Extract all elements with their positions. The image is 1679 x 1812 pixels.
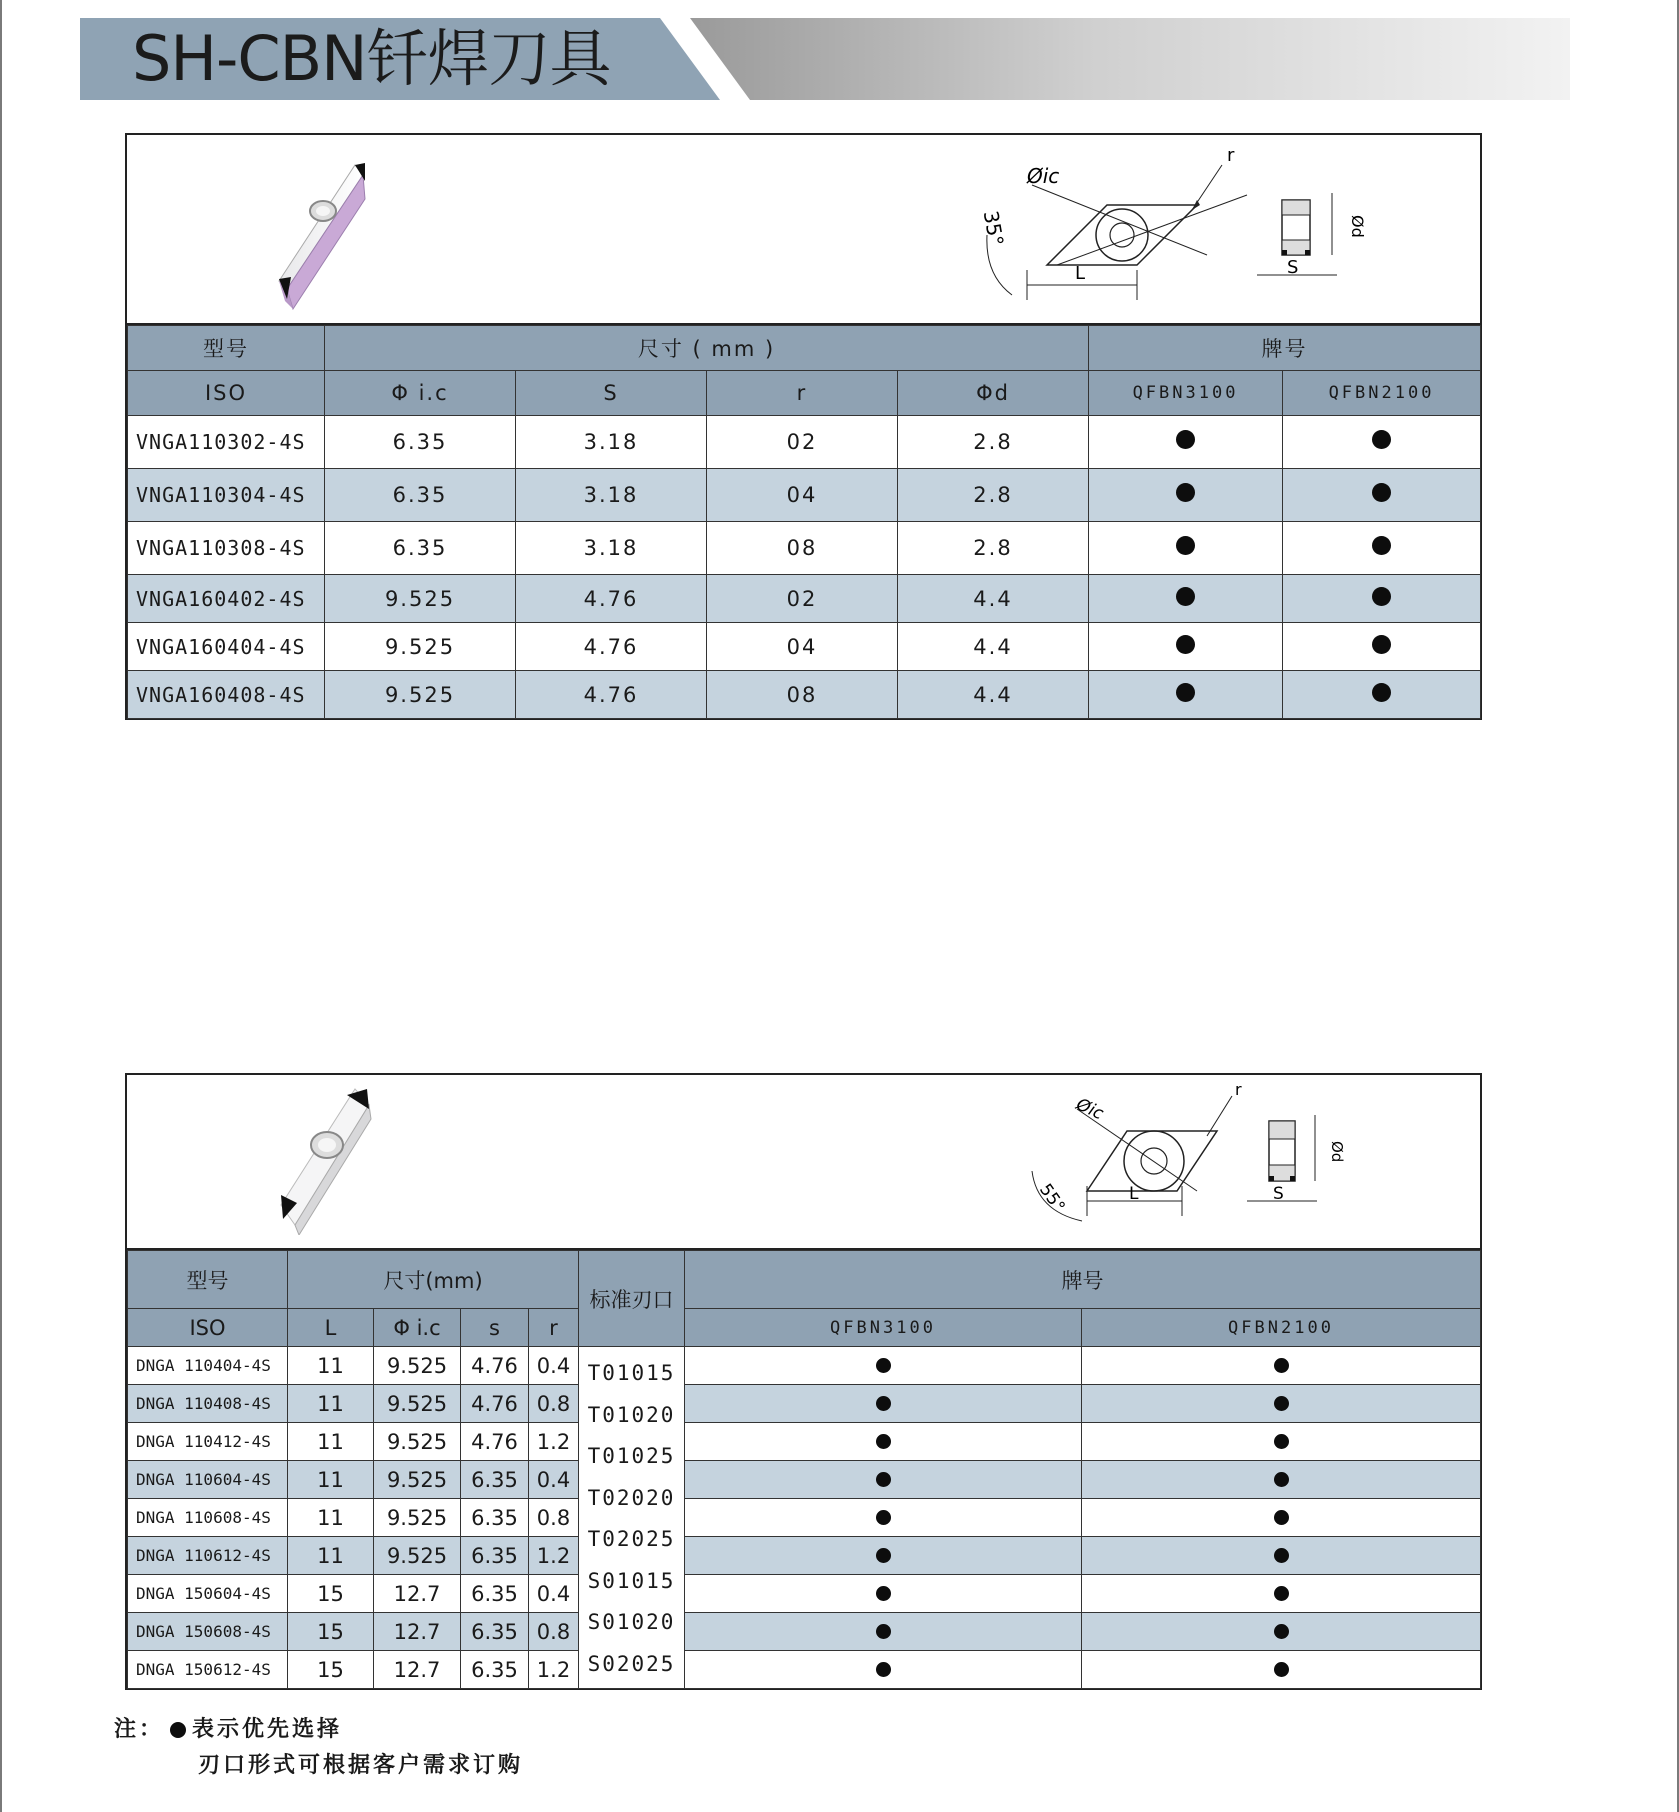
t2-cell-r: 0.4 [529, 1575, 579, 1613]
dnga-insert-icon [257, 1085, 397, 1235]
dnga-dimension-diagram [997, 1081, 1357, 1241]
bullet-icon [876, 1434, 891, 1449]
t2-cell-ic: 9.525 [374, 1385, 461, 1423]
t1-cell-grade1 [1089, 623, 1283, 671]
diagram1-ic-label: Øic [1027, 164, 1060, 188]
t2-cell-ic: 12.7 [374, 1613, 461, 1651]
t1-cell-d: 4.4 [898, 671, 1089, 719]
page-title: SH-CBN钎焊刀具 [132, 22, 611, 95]
t1-cell-s: 3.18 [516, 469, 707, 522]
t2-header-grade1: QFBN3100 [685, 1309, 1082, 1347]
table-row [128, 1347, 1481, 1385]
t2-cell-r: 1.2 [529, 1423, 579, 1461]
bullet-icon [1176, 430, 1195, 449]
table-row [128, 1385, 1481, 1423]
t2-cell-iso: DNGA 150604-4S [128, 1575, 288, 1613]
diagram2-s-label: S [1273, 1184, 1284, 1204]
t2-cell-iso: DNGA 110604-4S [128, 1461, 288, 1499]
t2-header-dims: 尺寸(mm) [288, 1251, 579, 1309]
bullet-icon [1274, 1510, 1289, 1525]
t2-edge-column [579, 1347, 685, 1689]
bullet-icon [1176, 587, 1195, 606]
t1-cell-d: 2.8 [898, 469, 1089, 522]
t1-cell-r: 04 [707, 623, 898, 671]
t2-cell-ic: 12.7 [374, 1651, 461, 1689]
t1-cell-s: 4.76 [516, 623, 707, 671]
t1-cell-r: 02 [707, 575, 898, 623]
t1-cell-s: 4.76 [516, 575, 707, 623]
bullet-icon [876, 1586, 891, 1601]
t1-header-d: Φd [898, 371, 1089, 416]
t2-header-l: L [288, 1309, 374, 1347]
left-frame-line [0, 0, 2, 1812]
t1-cell-d: 2.8 [898, 416, 1089, 469]
edge-item: S01020 [587, 1610, 676, 1634]
edge-item: T01025 [587, 1444, 676, 1468]
t2-cell-s: 6.35 [461, 1613, 529, 1651]
t1-cell-ic: 6.35 [325, 469, 516, 522]
t2-cell-l: 11 [288, 1537, 374, 1575]
t2-cell-r: 0.8 [529, 1499, 579, 1537]
t2-cell-grade1 [685, 1423, 1082, 1461]
t1-cell-ic: 9.525 [325, 575, 516, 623]
diagram2-angle-label: 55° [1035, 1180, 1069, 1217]
t2-cell-l: 11 [288, 1461, 374, 1499]
t1-header-ic: Φ i.c [325, 371, 516, 416]
t1-cell-grade1 [1089, 469, 1283, 522]
table-row [128, 1499, 1481, 1537]
table-row [128, 416, 1481, 469]
t1-cell-iso: VNGA160402-4S [128, 575, 325, 623]
t2-cell-grade1 [685, 1651, 1082, 1689]
t1-header-s: S [516, 371, 707, 416]
t1-cell-grade2 [1283, 671, 1481, 719]
t2-cell-s: 6.35 [461, 1651, 529, 1689]
t2-cell-grade1 [685, 1575, 1082, 1613]
bullet-icon [1176, 536, 1195, 555]
t2-cell-grade1 [685, 1347, 1082, 1385]
t1-header-r: r [707, 371, 898, 416]
footnote-text2: 刃口形式可根据客户需求订购 [198, 1753, 524, 1778]
t2-header-model: 型号 [128, 1251, 288, 1309]
t1-cell-grade1 [1089, 671, 1283, 719]
t2-cell-l: 15 [288, 1575, 374, 1613]
bullet-icon [170, 1722, 186, 1738]
t1-cell-grade1 [1089, 416, 1283, 469]
vnga-table [127, 325, 1481, 719]
bullet-icon [876, 1662, 891, 1677]
table-row [128, 1537, 1481, 1575]
t2-cell-grade1 [685, 1385, 1082, 1423]
t2-cell-r: 0.8 [529, 1385, 579, 1423]
diagram1-l-label: L [1075, 263, 1086, 284]
t2-header-r: r [529, 1309, 579, 1347]
banner-gradient [690, 18, 1570, 100]
table-row [128, 469, 1481, 522]
t2-cell-iso: DNGA 150608-4S [128, 1613, 288, 1651]
bullet-icon [1274, 1396, 1289, 1411]
t2-cell-grade2 [1082, 1423, 1481, 1461]
diagram1-r-label: r [1227, 145, 1235, 166]
t2-cell-ic: 9.525 [374, 1461, 461, 1499]
t2-cell-grade2 [1082, 1575, 1481, 1613]
vnga-dimension-diagram [957, 145, 1397, 315]
t2-cell-s: 4.76 [461, 1347, 529, 1385]
t2-cell-s: 4.76 [461, 1385, 529, 1423]
t2-cell-iso: DNGA 110408-4S [128, 1385, 288, 1423]
bullet-icon [1274, 1662, 1289, 1677]
dnga-image-area [127, 1075, 1480, 1250]
t1-cell-grade2 [1283, 575, 1481, 623]
header-banner [80, 18, 1500, 100]
t2-header-iso: ISO [128, 1309, 288, 1347]
bullet-icon [1274, 1548, 1289, 1563]
t2-cell-iso: DNGA 110404-4S [128, 1347, 288, 1385]
bullet-icon [876, 1624, 891, 1639]
table-row [128, 623, 1481, 671]
t1-cell-grade2 [1283, 416, 1481, 469]
t2-cell-r: 0.4 [529, 1347, 579, 1385]
bullet-icon [876, 1358, 891, 1373]
edge-item: T02025 [587, 1527, 676, 1551]
t2-cell-s: 6.35 [461, 1537, 529, 1575]
t2-cell-grade2 [1082, 1651, 1481, 1689]
t1-cell-grade2 [1283, 469, 1481, 522]
footnote-prefix: 注： [114, 1717, 165, 1742]
t1-cell-grade1 [1089, 575, 1283, 623]
bullet-icon [1372, 635, 1391, 654]
t2-cell-l: 15 [288, 1613, 374, 1651]
t1-header-grade2: QFBN2100 [1283, 371, 1481, 416]
bullet-icon [1372, 683, 1391, 702]
bullet-icon [876, 1472, 891, 1487]
bullet-icon [876, 1548, 891, 1563]
t1-cell-r: 08 [707, 522, 898, 575]
edge-item: S02025 [587, 1651, 676, 1676]
vnga-table-box [125, 133, 1482, 720]
t2-cell-l: 15 [288, 1651, 374, 1689]
t2-cell-s: 6.35 [461, 1499, 529, 1537]
dnga-table-box [125, 1073, 1482, 1690]
t2-cell-ic: 9.525 [374, 1347, 461, 1385]
t1-cell-d: 2.8 [898, 522, 1089, 575]
vnga-image-area [127, 135, 1480, 325]
bullet-icon [1274, 1472, 1289, 1487]
t1-cell-r: 08 [707, 671, 898, 719]
t1-cell-s: 4.76 [516, 671, 707, 719]
bullet-icon [1372, 587, 1391, 606]
bullet-icon [1274, 1624, 1289, 1639]
t2-header-grade: 牌号 [685, 1251, 1481, 1309]
t1-header-model: 型号 [128, 326, 325, 371]
t2-header-s: s [461, 1309, 529, 1347]
dnga-table [127, 1250, 1481, 1689]
t2-cell-s: 6.35 [461, 1575, 529, 1613]
t2-cell-grade1 [685, 1461, 1082, 1499]
t1-cell-d: 4.4 [898, 575, 1089, 623]
diagram2-r-label: r [1235, 1081, 1242, 1099]
bullet-icon [876, 1396, 891, 1411]
t2-cell-r: 1.2 [529, 1537, 579, 1575]
t2-header-grade2: QFBN2100 [1082, 1309, 1481, 1347]
t1-header-iso: ISO [128, 371, 325, 416]
t2-header-ic: Φ i.c [374, 1309, 461, 1347]
diagram1-s-label: S [1287, 257, 1299, 278]
vnga-insert-icon [257, 159, 397, 319]
diagram2-ic-label: Øic [1073, 1094, 1107, 1125]
bullet-icon [1274, 1358, 1289, 1373]
t2-cell-ic: 12.7 [374, 1575, 461, 1613]
t1-header-dims: 尺寸 ( mm ) [325, 326, 1089, 371]
bullet-icon [876, 1510, 891, 1525]
t1-cell-grade2 [1283, 522, 1481, 575]
bullet-icon [1372, 483, 1391, 502]
t2-cell-l: 11 [288, 1347, 374, 1385]
t1-header-grade1: QFBN3100 [1089, 371, 1283, 416]
diagram2-d-label: Ød [1328, 1141, 1346, 1163]
bullet-icon [1372, 536, 1391, 555]
t1-cell-ic: 6.35 [325, 522, 516, 575]
t2-cell-grade1 [685, 1537, 1082, 1575]
bullet-icon [1176, 483, 1195, 502]
edge-item: S01015 [587, 1568, 676, 1593]
footnote-line1 [114, 1712, 523, 1748]
t2-cell-r: 0.8 [529, 1613, 579, 1651]
t2-cell-l: 11 [288, 1385, 374, 1423]
t2-cell-grade2 [1082, 1537, 1481, 1575]
t2-cell-ic: 9.525 [374, 1423, 461, 1461]
t1-cell-r: 02 [707, 416, 898, 469]
table-row [128, 1461, 1481, 1499]
t2-cell-grade2 [1082, 1385, 1481, 1423]
t1-cell-iso: VNGA110302-4S [128, 416, 325, 469]
t1-cell-iso: VNGA160404-4S [128, 623, 325, 671]
t1-cell-ic: 6.35 [325, 416, 516, 469]
edge-item: T01015 [587, 1361, 676, 1385]
t2-cell-grade2 [1082, 1499, 1481, 1537]
bullet-icon [1274, 1434, 1289, 1449]
footnote [114, 1712, 523, 1784]
t1-header-grade: 牌号 [1089, 326, 1481, 371]
t2-cell-grade2 [1082, 1613, 1481, 1651]
t2-cell-grade1 [685, 1613, 1082, 1651]
t1-cell-iso: VNGA110304-4S [128, 469, 325, 522]
bullet-icon [1274, 1586, 1289, 1601]
bullet-icon [1372, 430, 1391, 449]
table-row [128, 1575, 1481, 1613]
t1-body [128, 416, 1481, 719]
footnote-line2 [114, 1748, 523, 1784]
t1-cell-r: 04 [707, 469, 898, 522]
t2-cell-iso: DNGA 110412-4S [128, 1423, 288, 1461]
diagram2-l-label: L [1129, 1184, 1139, 1204]
t2-cell-grade2 [1082, 1461, 1481, 1499]
t2-cell-grade2 [1082, 1347, 1481, 1385]
table-row [128, 1613, 1481, 1651]
t2-header-edge: 标准刃口 [579, 1251, 685, 1347]
edge-item: T01020 [587, 1402, 676, 1427]
table-row [128, 1651, 1481, 1689]
t1-cell-grade2 [1283, 623, 1481, 671]
table-row [128, 671, 1481, 719]
t1-cell-d: 4.4 [898, 623, 1089, 671]
t2-cell-r: 0.4 [529, 1461, 579, 1499]
t2-cell-iso: DNGA 150612-4S [128, 1651, 288, 1689]
t2-cell-l: 11 [288, 1499, 374, 1537]
table-row [128, 522, 1481, 575]
table-row [128, 575, 1481, 623]
t2-body [128, 1347, 1481, 1689]
edge-item: T02020 [587, 1485, 676, 1510]
t1-cell-s: 3.18 [516, 416, 707, 469]
footnote-text1: 表示优先选择 [192, 1717, 343, 1742]
t2-cell-iso: DNGA 110612-4S [128, 1537, 288, 1575]
t2-cell-s: 4.76 [461, 1423, 529, 1461]
t2-cell-iso: DNGA 110608-4S [128, 1499, 288, 1537]
t2-cell-s: 6.35 [461, 1461, 529, 1499]
bullet-icon [1176, 635, 1195, 654]
table-row [128, 1423, 1481, 1461]
t1-cell-ic: 9.525 [325, 671, 516, 719]
t2-cell-grade1 [685, 1499, 1082, 1537]
bullet-icon [1176, 683, 1195, 702]
t1-cell-grade1 [1089, 522, 1283, 575]
diagram1-angle-label: 35° [978, 208, 1009, 248]
t2-cell-ic: 9.525 [374, 1499, 461, 1537]
t1-cell-iso: VNGA110308-4S [128, 522, 325, 575]
t1-cell-ic: 9.525 [325, 623, 516, 671]
t2-cell-ic: 9.525 [374, 1537, 461, 1575]
diagram1-d-label: Ød [1348, 215, 1367, 238]
t1-cell-s: 3.18 [516, 522, 707, 575]
t2-cell-r: 1.2 [529, 1651, 579, 1689]
t2-cell-l: 11 [288, 1423, 374, 1461]
t1-cell-iso: VNGA160408-4S [128, 671, 325, 719]
